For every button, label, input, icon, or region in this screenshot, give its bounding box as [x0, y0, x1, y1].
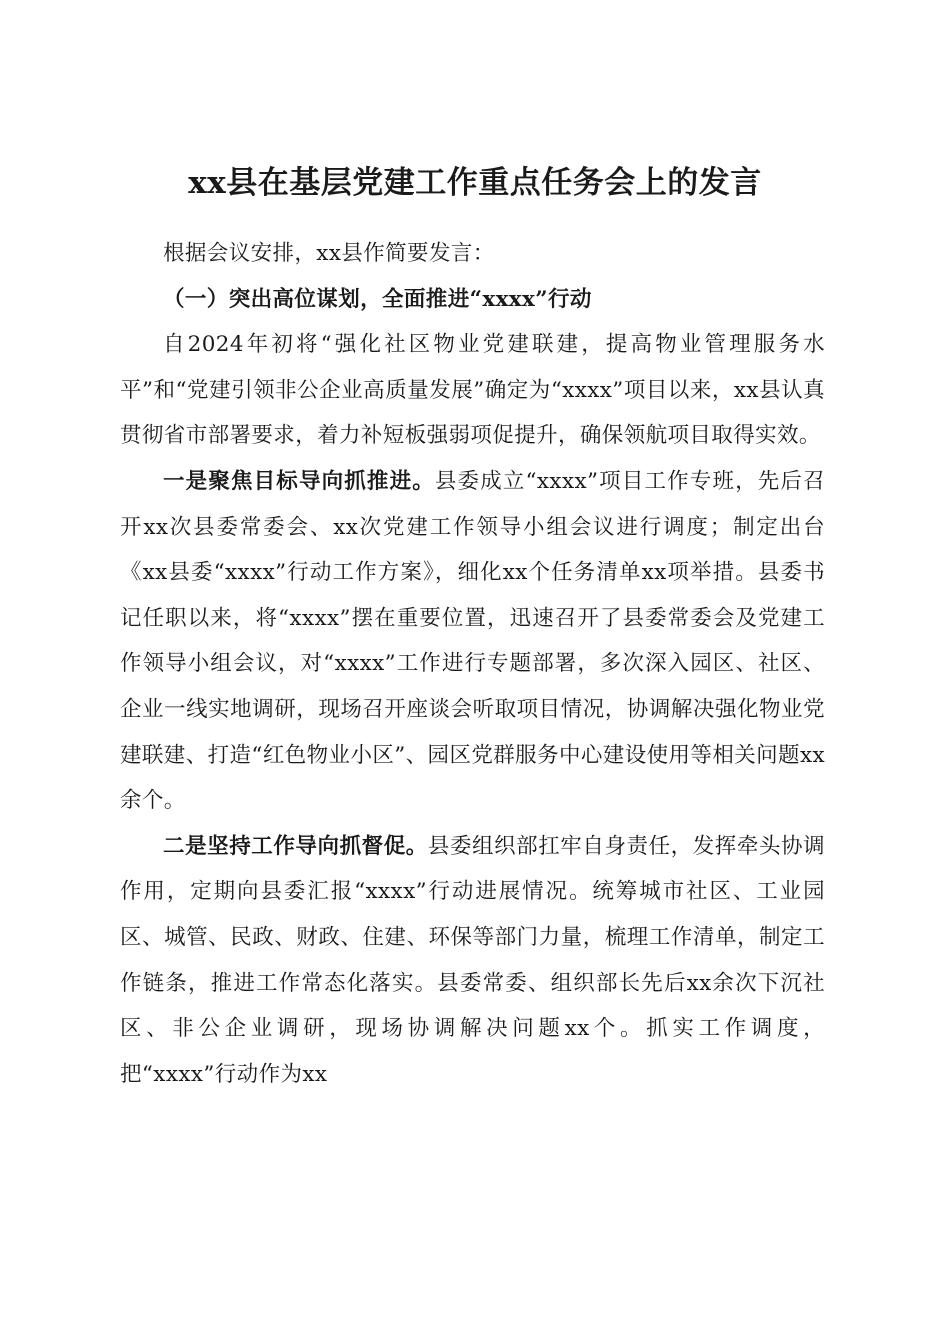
paragraph-3-lead: 二是坚持工作导向抓督促。: [163, 833, 428, 859]
paragraph-1: 自2024年初将“强化社区物业党建联建，提高物业管理服务水平”和“党建引领非公企业高质量发展”确定为“xxxx”项目以来，xx县认真贯彻省市部署要求，着力补短板强弱项促提升，确保领航项目取得实效。: [120, 332, 825, 449]
paragraph-2-lead: 一是聚焦目标导向抓推进。: [163, 468, 435, 494]
document-body: [120, 231, 825, 1097]
section-heading-1: （一）突出高位谋划，全面推进“xxxx”行动: [163, 286, 592, 312]
paragraph-2: [120, 459, 825, 824]
paragraph-2-body: 县委成立“xxxx”项目工作专班，先后召开xx次县委常委会、xx次党建工作领导小组会议进行调度；制定出台《xx县委“xxxx”行动工作方案》，细化xx个任务清单xx项举措。县委书记任职以来，将“xxxx”摆在重要位置，迅速召开了县委常委会及党建工作领导小组会议，对“xxxx”工作进行专题部署，多次深入园区、社区、企业一线实地调研，现场召开座谈会听取项目情况，协调解决强化物业党建联建、打造“红色物业小区”、园区党群服务中心建设使用等相关问题xx余个。: [120, 468, 825, 814]
paragraph-3: [120, 824, 825, 1098]
paragraph-3-body: 县委组织部扛牢自身责任，发挥牵头协调作用，定期向县委汇报“xxxx”行动进展情况。统筹城市社区、工业园区、城管、民政、财政、住建、环保等部门力量，梳理工作清单，制定工作链条，推进工作常态化落实。县委常委、组织部长先后xx余次下沉社区、非公企业调研，现场协调解决问题xx个。抓实工作调度，把“xxxx”行动作为xx: [120, 833, 825, 1087]
intro-paragraph: 根据会议安排，xx县作简要发言：: [163, 241, 495, 266]
document-title: xx县在基层党建工作重点任务会上的发言: [188, 164, 762, 201]
